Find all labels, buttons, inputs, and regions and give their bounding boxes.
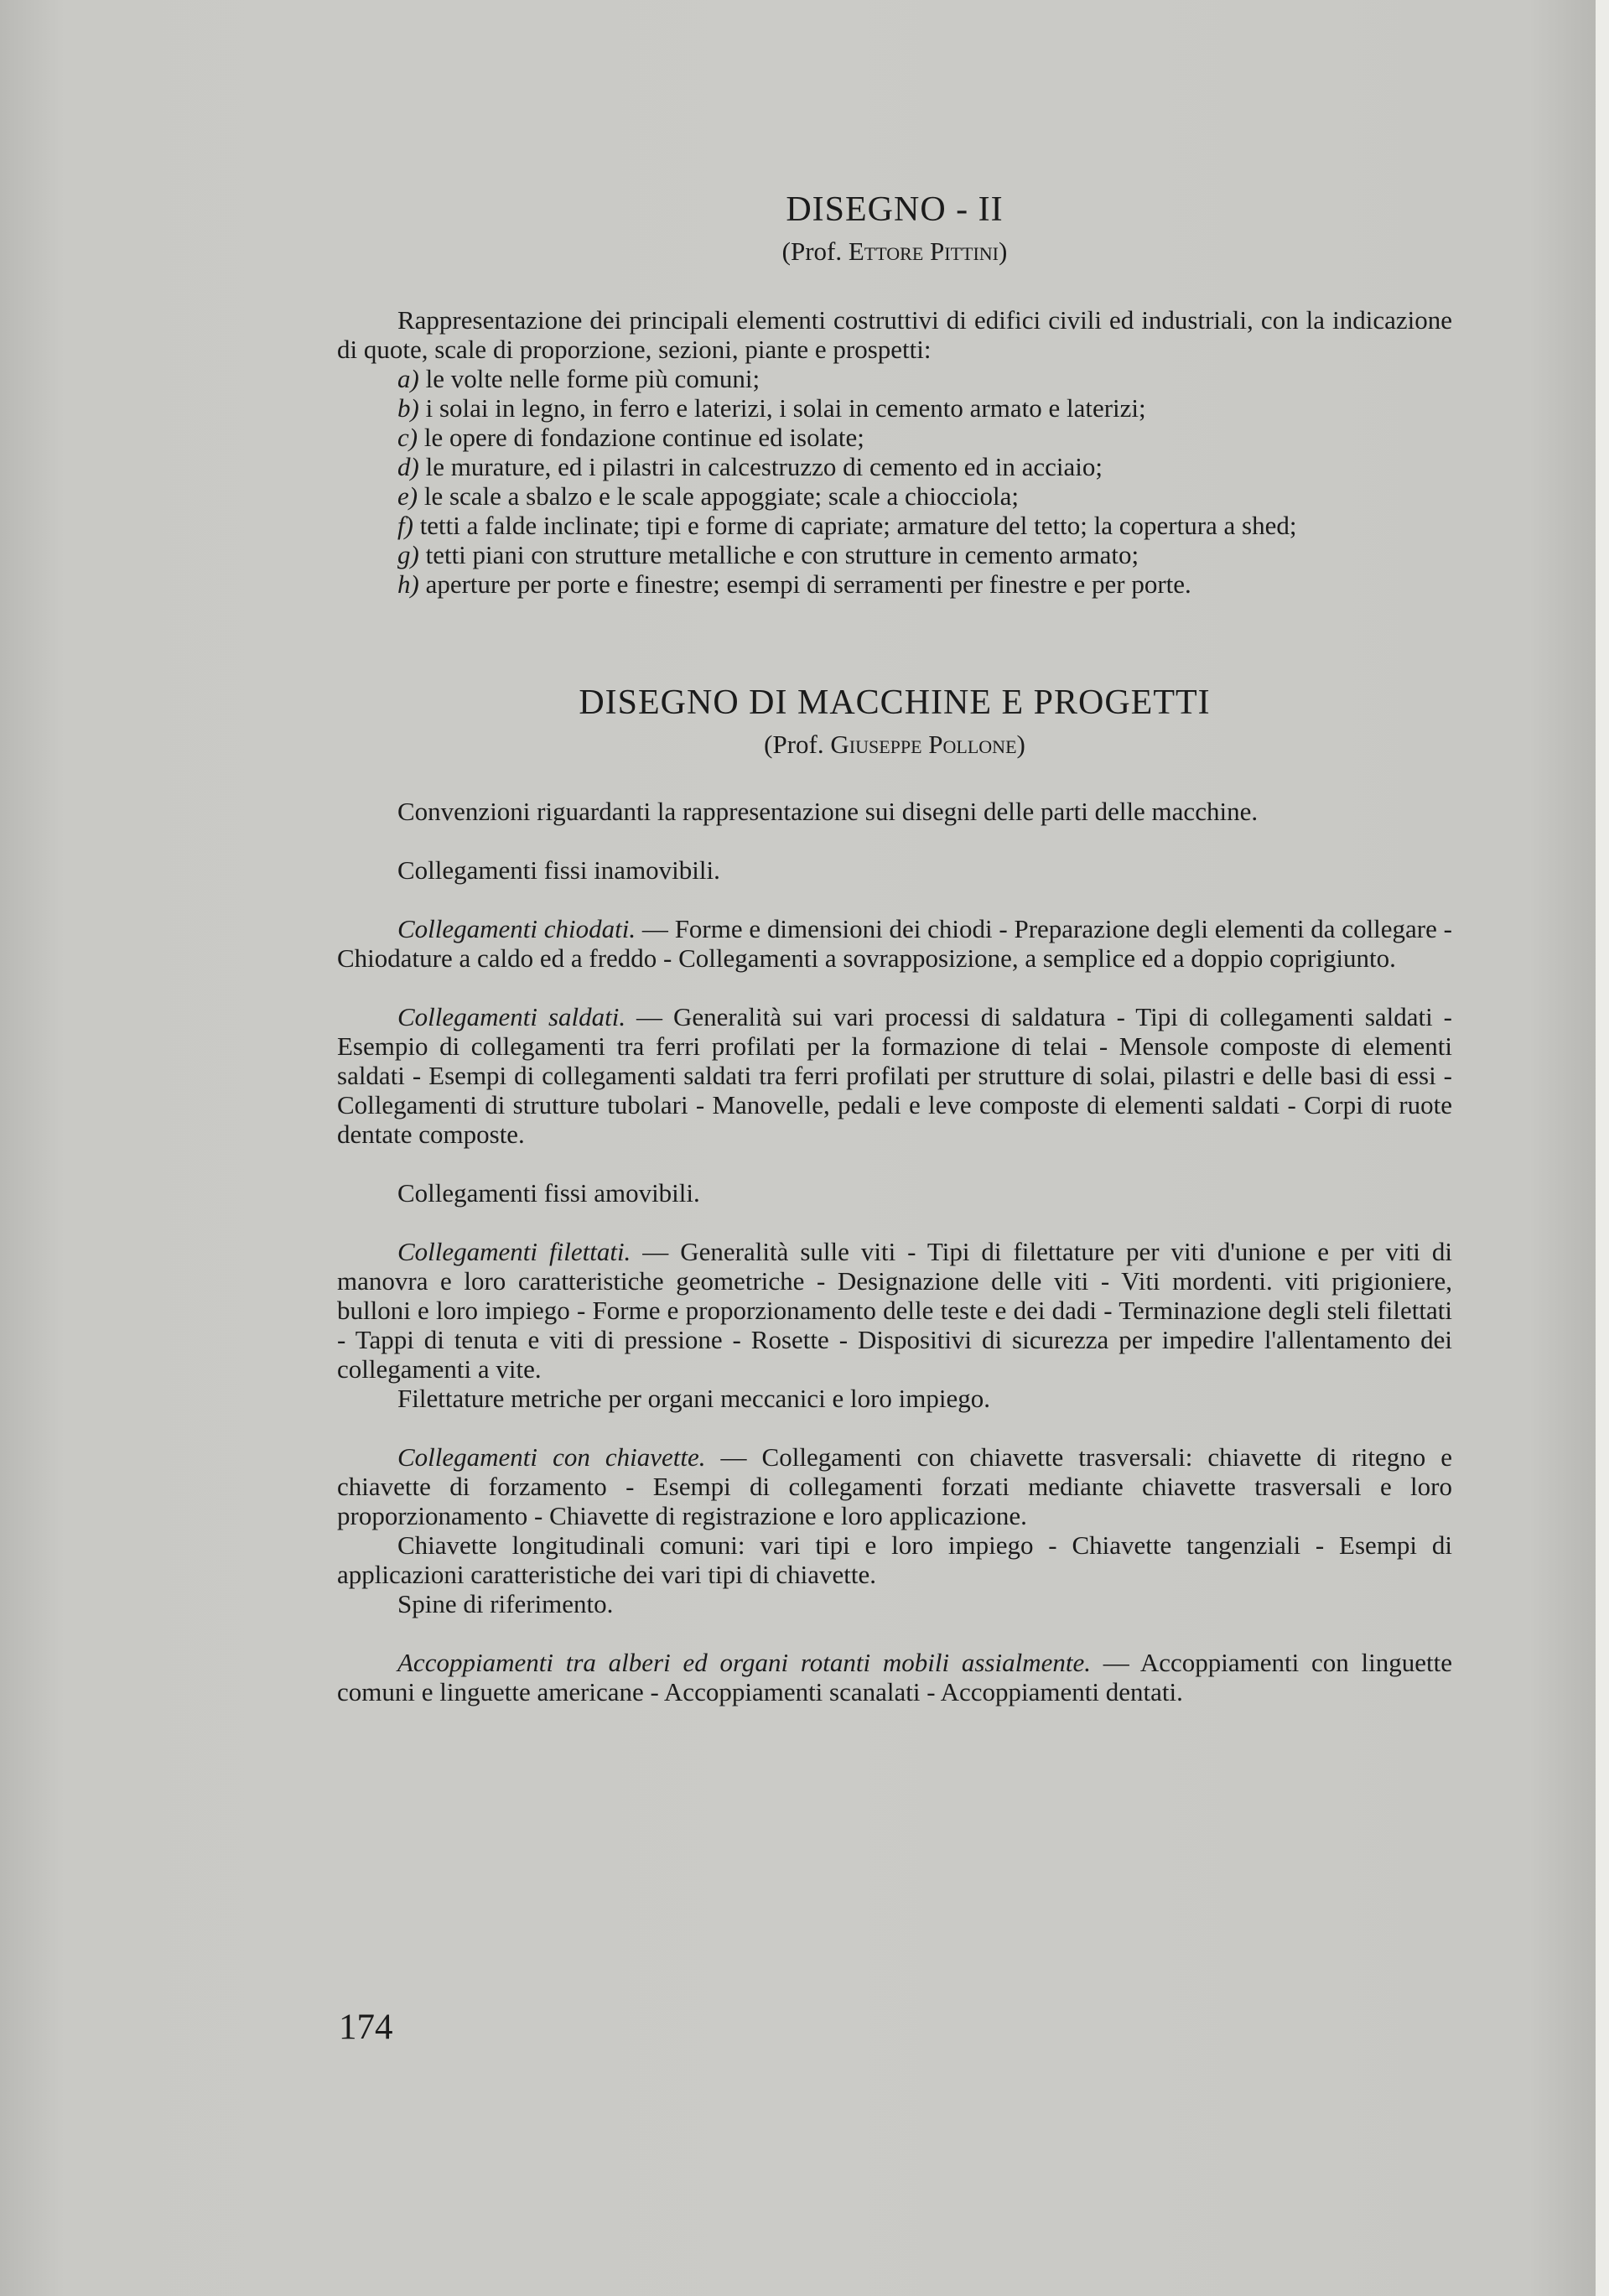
professor-line-2 [337, 730, 1452, 760]
prof-name: Giuseppe Pollone [830, 730, 1017, 759]
prof-suffix: ) [999, 236, 1008, 266]
professor-line-1 [337, 236, 1452, 267]
paragraph-filettature: Filettature metriche per organi meccanici e loro impiego. [397, 1384, 990, 1413]
paragraph-fissi-amovibili: Collegamenti fissi amovibili. [397, 1178, 700, 1208]
paragraph-longitudinali: Chiavette longitudinali comuni: vari tipi e loro impiego - Chiavette tangenziali - Esempi di applicazioni caratteristiche dei vari tipi di chiavette. [337, 1530, 1452, 1589]
prof-name: Ettore Pittini [848, 236, 999, 266]
list-item: a) le volte nelle forme più comuni; [397, 364, 760, 393]
prof-prefix: (Prof. [764, 730, 831, 759]
paragraph-chiodati: Collegamenti chiodati. — Forme e dimensioni dei chiodi - Preparazione degli elementi da collegare - Chiodature a caldo ed a freddo - Collegamenti a sovrapposizione, a semplice ed a doppio coprigiunto. [337, 914, 1452, 973]
list-item: f) tetti a falde inclinate; tipi e forme di capriate; armature del tetto; la copertura a shed; [397, 511, 1297, 540]
paragraph-accoppiamenti: Accoppiamenti tra alberi ed organi rotanti mobili assialmente. — Accoppiamenti con linguette comuni e linguette americane - Accoppiamenti scanalati - Accoppiamenti dentati. [337, 1648, 1452, 1706]
prof-prefix: (Prof. [781, 236, 849, 266]
paragraph-fissi-inamovibili: Collegamenti fissi inamovibili. [397, 855, 720, 885]
section-heading-disegno-macchine: DISEGNO DI MACCHINE E PROGETTI [579, 683, 1211, 722]
list-item: e) le scale a sbalzo e le scale appoggiate; scale a chiocciola; [397, 481, 1020, 511]
page-edge [1596, 0, 1609, 2296]
section-heading-disegno-ii: DISEGNO - II [786, 190, 1004, 229]
list-item: d) le murature, ed i pilastri in calcestruzzo di cemento ed in acciaio; [397, 452, 1103, 481]
list-item: g) tetti piani con strutture metalliche e con strutture in cemento armato; [397, 540, 1139, 569]
intro-paragraph: Rappresentazione dei principali elementi costruttivi di edifici civili ed industriali, con la indicazione di quote, scale di proporzione, sezioni, piante e prospetti: [337, 305, 1452, 364]
paragraph-convenzioni: Convenzioni riguardanti la rappresentazione sui disegni delle parti delle macchine. [397, 797, 1259, 826]
prof-suffix: ) [1016, 730, 1025, 759]
paragraph-filettati: Collegamenti filettati. — Generalità sulle viti - Tipi di filettature per viti d'unione e per viti di manovra e loro caratteristiche geometriche - Designazione delle viti - Viti mordenti. viti prigioniere, bulloni e loro impiego - Forme e proporzionamento delle teste e dei dadi - Terminazione degli steli filettati - Tappi di tenuta e viti di pressione - Rosette - Dispositivi di sicurezza per impedire l'allentamento dei collegamenti a vite. [337, 1237, 1452, 1384]
page-content [337, 0, 1452, 1706]
paragraph-chiavette: Collegamenti con chiavette. — Collegamenti con chiavette trasversali: chiavette di ritegno e chiavette di forzamento - Esempi di collegamenti forzati mediante chiavette trasversali e loro proporzionamento - Chiavette di registrazione e loro applicazione. [337, 1442, 1452, 1530]
paragraph-spine: Spine di riferimento. [397, 1589, 614, 1618]
list-item: c) le opere di fondazione continue ed isolate; [397, 423, 864, 452]
page-number: 174 [339, 2008, 393, 2047]
list-item: b) i solai in legno, in ferro e laterizi, i solai in cemento armato e laterizi; [397, 393, 1146, 423]
list-item: h) aperture per porte e finestre; esempi di serramenti per finestre e per porte. [397, 569, 1191, 599]
paragraph-saldati: Collegamenti saldati. — Generalità sui vari processi di saldatura - Tipi di collegamenti saldati - Esempio di collegamenti tra ferri profilati per la formazione di telai - Mensole composte di elementi saldati - Esempi di collegamenti saldati tra ferri profilati per strutture di solai, pilastri e delle basi di essi - Collegamenti di strutture tubolari - Manovelle, pedali e leve composte di elementi saldati - Corpi di ruote dentate composte. [337, 1002, 1453, 1149]
item-list [337, 364, 1452, 599]
